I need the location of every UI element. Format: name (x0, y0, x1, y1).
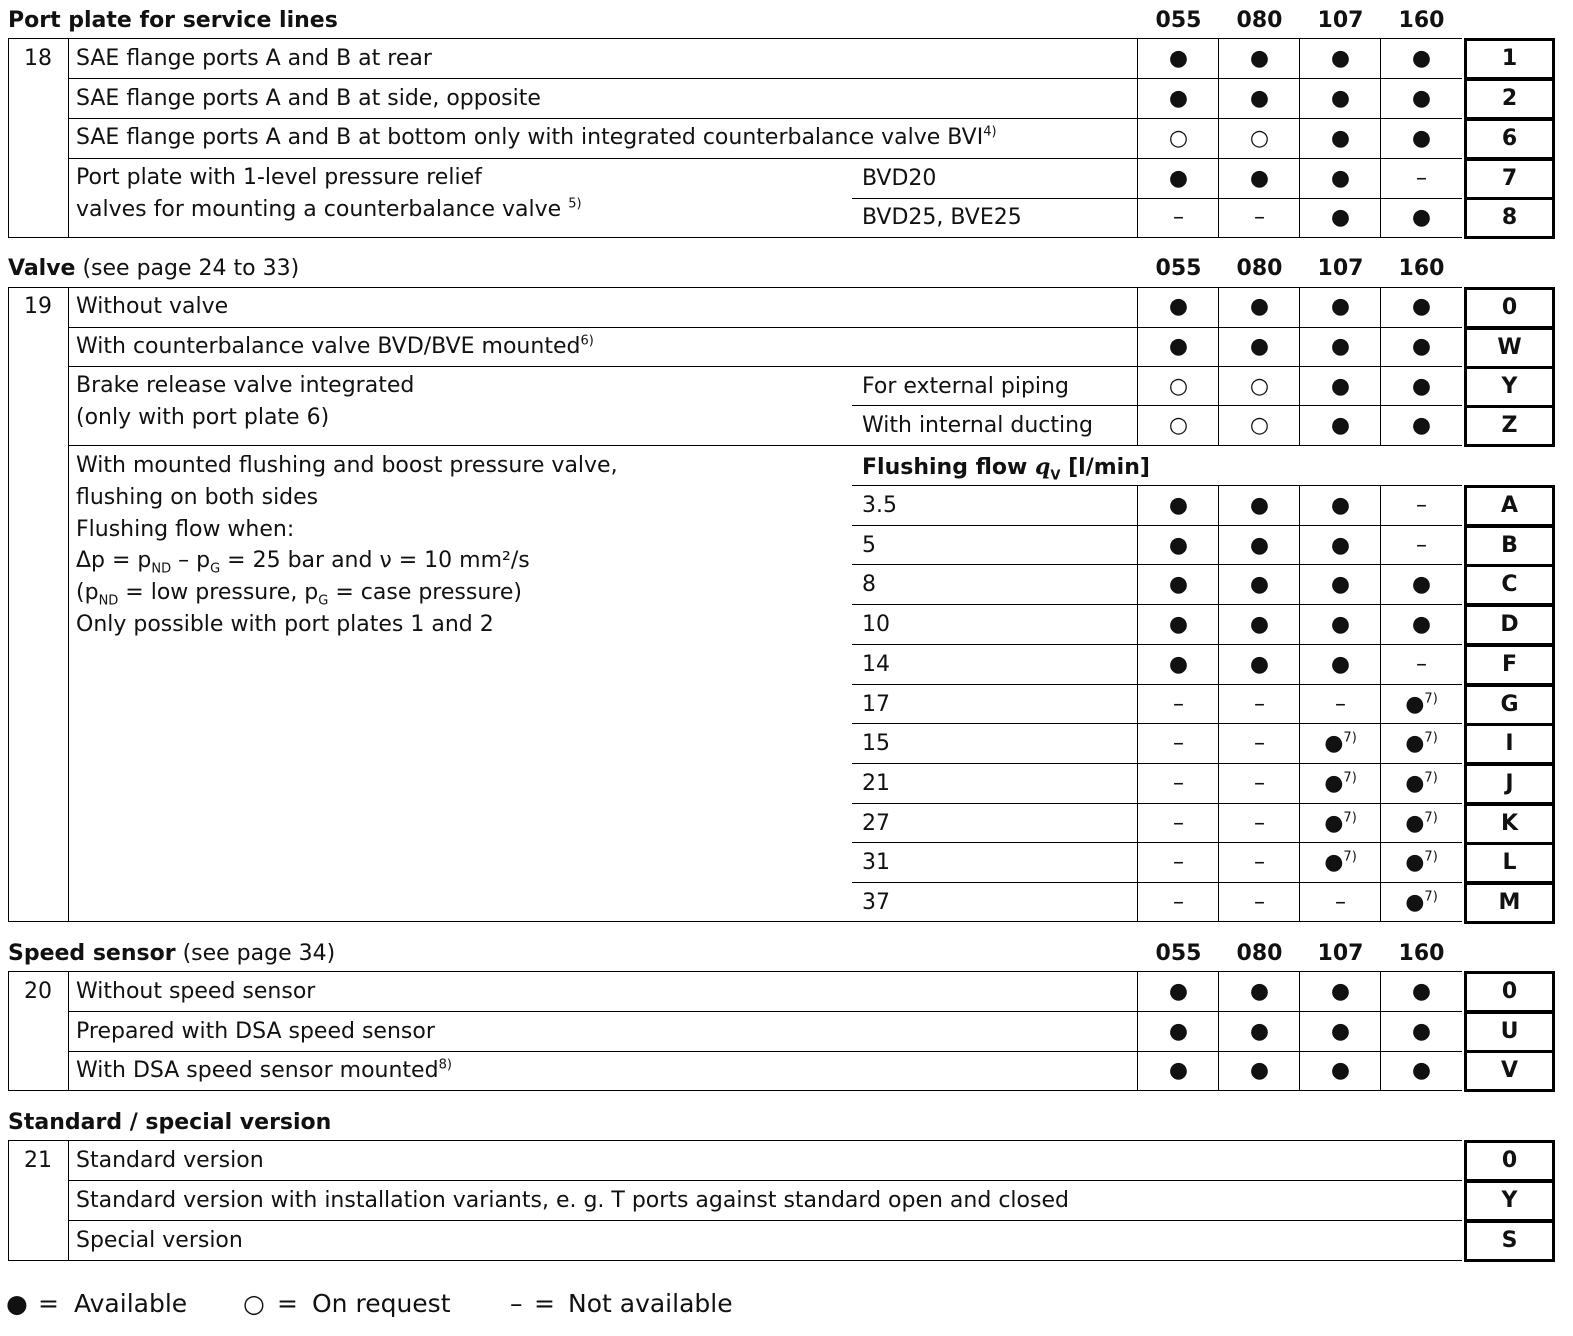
s19-flow-r2-c2-symbol: ● (1249, 533, 1270, 558)
s18-code-3: 6 (1464, 118, 1555, 160)
s19-flow-r2-c1-symbol: ● (1168, 533, 1189, 558)
s19-top-r1-c4-symbol: ● (1411, 294, 1432, 319)
s18-row4-label-line1: Port plate with 1-level pressure relief (76, 165, 482, 190)
s20-r1-c4-symbol: ● (1411, 979, 1432, 1004)
s19-brake-sub1: For external piping (862, 374, 1069, 399)
col-055-header: 055 (1155, 256, 1202, 281)
s19-flow-value-10: 31 (862, 850, 890, 875)
s19-top-r2-c4-symbol: ● (1411, 334, 1432, 359)
s19-flow-value-4: 10 (862, 612, 890, 637)
s19-top-code-3: Y (1464, 366, 1555, 408)
section-18-number: 18 (24, 46, 52, 71)
col-160-header: 160 (1398, 256, 1445, 281)
s19-flow-code-1: A (1464, 485, 1555, 527)
s20-r3-c4-symbol: ● (1411, 1058, 1432, 1083)
s19-flow-r4-c3-symbol: ● (1330, 612, 1351, 637)
s19-flush-line1: With mounted flushing and boost pressure valve, (76, 453, 618, 478)
col-160-header: 160 (1398, 8, 1445, 33)
s19-top-r1-c1-symbol: ● (1168, 294, 1189, 319)
legend-available-symbol: ● (6, 1289, 28, 1318)
s19-flush-line5: ($p_{ND}$ = low pressure, $p_G$ = case pressure) (76, 580, 522, 609)
s19-flush-line3: Flushing flow when: (76, 517, 295, 542)
s19-flow-code-7: I (1464, 723, 1555, 765)
s18-r5-c4-symbol: ● (1411, 205, 1432, 230)
s19-flow-r10-c1-symbol: – (1173, 850, 1184, 875)
legend-equals: = (277, 1289, 298, 1318)
s19-flow-r2-c4-symbol: – (1416, 533, 1427, 558)
legend-equals: = (38, 1289, 59, 1318)
s20-r2-c3-symbol: ● (1330, 1019, 1351, 1044)
s19-flow-code-10: L (1464, 842, 1555, 884)
legend-equals: = (534, 1289, 555, 1318)
s19-flow-r10-c2-symbol: – (1254, 850, 1265, 875)
s19-flow-r5-c2-symbol: ● (1249, 652, 1270, 677)
s19-flow-r7-c4-symbol: ●$^{7)}$ (1405, 730, 1438, 756)
s20-r2-c1-symbol: ● (1168, 1019, 1189, 1044)
s19-top-code-1: 0 (1464, 287, 1555, 329)
s19-flow-code-8: J (1464, 763, 1555, 805)
s19-flow-r9-c1-symbol: – (1173, 811, 1184, 836)
s19-flow-r8-c1-symbol: – (1173, 771, 1184, 796)
s18-row2-label: SAE flange ports A and B at side, opposite (76, 86, 541, 111)
s19-flow-r3-c2-symbol: ● (1249, 572, 1270, 597)
s20-r3-c2-symbol: ● (1249, 1058, 1270, 1083)
s19-flow-r8-c3-symbol: ●$^{7)}$ (1324, 770, 1357, 796)
col-107-header: 107 (1317, 256, 1364, 281)
s19-flow-r4-c2-symbol: ● (1249, 612, 1270, 637)
s18-r4-c3-symbol: ● (1330, 166, 1351, 191)
s19-top-r2-c2-symbol: ● (1249, 334, 1270, 359)
s19-flow-r5-c3-symbol: ● (1330, 652, 1351, 677)
s19-flush-line6: Only possible with port plates 1 and 2 (76, 612, 494, 637)
s21-code-2: Y (1464, 1180, 1555, 1222)
s18-row1-label: SAE flange ports A and B at rear (76, 46, 432, 71)
s18-code-2: 2 (1464, 78, 1555, 120)
s19-top-r2-c3-symbol: ● (1330, 334, 1351, 359)
s18-r3-c1-symbol: ○ (1168, 126, 1189, 151)
s19-brake-label-line2: (only with port plate 6) (76, 405, 330, 430)
legend-na-symbol: – (510, 1289, 523, 1318)
s21-row2-label: Standard version with installation variants, e. g. T ports against standard open and closed (76, 1188, 1069, 1213)
s19-flow-value-8: 21 (862, 771, 890, 796)
s18-r5-c2-symbol: – (1254, 205, 1265, 230)
s18-code-5: 8 (1464, 197, 1555, 239)
s19-top-r3-c2-symbol: ○ (1249, 374, 1270, 399)
s19-flow-r1-c1-symbol: ● (1168, 493, 1189, 518)
s19-flow-r7-c2-symbol: – (1254, 731, 1265, 756)
s19-flow-r9-c2-symbol: – (1254, 811, 1265, 836)
col-107-header: 107 (1317, 941, 1364, 966)
section-21-heading: Standard / special version (8, 1110, 332, 1135)
s19-top-r4-c3-symbol: ● (1330, 413, 1351, 438)
s21-code-3: S (1464, 1220, 1555, 1262)
s19-flow-value-1: 3.5 (862, 493, 897, 518)
section-18-heading: Port plate for service lines (8, 8, 338, 33)
s19-flush-line2: flushing on both sides (76, 485, 319, 510)
s20-r1-c1-symbol: ● (1168, 979, 1189, 1004)
s18-r5-c1-symbol: – (1173, 205, 1184, 230)
s18-row4-label-line2: valves for mounting a counterbalance valve $^{5)}$ (76, 196, 582, 222)
s20-r1-c3-symbol: ● (1330, 979, 1351, 1004)
s19-flow-r3-c1-symbol: ● (1168, 572, 1189, 597)
s19-top-r3-c4-symbol: ● (1411, 374, 1432, 399)
s18-r1-c4-symbol: ● (1411, 46, 1432, 71)
s19-flow-r8-c2-symbol: – (1254, 771, 1265, 796)
s19-top-r1-c3-symbol: ● (1330, 294, 1351, 319)
legend-available-label: Available (74, 1289, 188, 1318)
section-19-number: 19 (24, 294, 52, 319)
s18-r3-c4-symbol: ● (1411, 126, 1432, 151)
s19-flow-r11-c3-symbol: – (1335, 890, 1346, 915)
s20-row3-label: With DSA speed sensor mounted$^{8)}$ (76, 1057, 452, 1083)
s19-flow-value-7: 15 (862, 731, 890, 756)
s19-flow-value-3: 8 (862, 572, 876, 597)
s19-flow-r11-c2-symbol: – (1254, 890, 1265, 915)
s18-r5-c3-symbol: ● (1330, 205, 1351, 230)
s19-flow-r5-c4-symbol: – (1416, 652, 1427, 677)
s20-r3-c3-symbol: ● (1330, 1058, 1351, 1083)
s19-flow-r7-c3-symbol: ●$^{7)}$ (1324, 730, 1357, 756)
s19-flow-r11-c4-symbol: ●$^{7)}$ (1405, 889, 1438, 915)
s19-top-code-2: W (1464, 327, 1555, 369)
s18-row4-sub: BVD20 (862, 166, 937, 191)
s19-flow-r1-c3-symbol: ● (1330, 493, 1351, 518)
s19-top-r2-c1-symbol: ● (1168, 334, 1189, 359)
s19-flow-r6-c2-symbol: – (1254, 692, 1265, 717)
s18-r2-c3-symbol: ● (1330, 86, 1351, 111)
s19-top-r4-c2-symbol: ○ (1249, 413, 1270, 438)
s18-r4-c1-symbol: ● (1168, 166, 1189, 191)
s19-flow-code-11: M (1464, 882, 1555, 924)
s18-row5-sub: BVD25, BVE25 (862, 205, 1022, 230)
s18-r2-c2-symbol: ● (1249, 86, 1270, 111)
s19-flow-code-6: G (1464, 684, 1555, 726)
col-080-header: 080 (1236, 941, 1283, 966)
s18-r3-c2-symbol: ○ (1249, 126, 1270, 151)
section-21-number: 21 (24, 1148, 52, 1173)
s19-flow-r10-c4-symbol: ●$^{7)}$ (1405, 849, 1438, 875)
s19-flow-r2-c3-symbol: ● (1330, 533, 1351, 558)
s19-flow-r6-c3-symbol: – (1335, 692, 1346, 717)
s20-code-1: 0 (1464, 971, 1555, 1013)
legend-na-label: Not available (568, 1289, 733, 1318)
s20-row1-label: Without speed sensor (76, 979, 316, 1004)
s19-flow-value-11: 37 (862, 890, 890, 915)
s18-r1-c3-symbol: ● (1330, 46, 1351, 71)
col-107-header: 107 (1317, 8, 1364, 33)
s21-row3-label: Special version (76, 1228, 243, 1253)
s19-flow-r4-c1-symbol: ● (1168, 612, 1189, 637)
s19-flow-r1-c4-symbol: – (1416, 493, 1427, 518)
s21-row1-label: Standard version (76, 1148, 264, 1173)
s19-brake-label-line1: Brake release valve integrated (76, 373, 415, 398)
s18-r4-c2-symbol: ● (1249, 166, 1270, 191)
s19-flow-value-6: 17 (862, 692, 890, 717)
s18-code-1: 1 (1464, 38, 1555, 80)
s19-row1-label: Without valve (76, 294, 229, 319)
s19-flow-value-9: 27 (862, 811, 890, 836)
s18-r3-c3-symbol: ● (1330, 126, 1351, 151)
s20-code-2: U (1464, 1011, 1555, 1053)
s18-r2-c1-symbol: ● (1168, 86, 1189, 111)
s19-flow-r9-c4-symbol: ●$^{7)}$ (1405, 810, 1438, 836)
col-055-header: 055 (1155, 8, 1202, 33)
section-20-heading: Speed sensor (see page 34) (8, 941, 336, 966)
s19-flow-r3-c3-symbol: ● (1330, 572, 1351, 597)
s19-flow-code-9: K (1464, 803, 1555, 845)
s19-top-r1-c2-symbol: ● (1249, 294, 1270, 319)
s18-code-4: 7 (1464, 158, 1555, 200)
s19-flow-r5-c1-symbol: ● (1168, 652, 1189, 677)
s19-flow-code-2: B (1464, 525, 1555, 567)
section-20-number: 20 (24, 979, 52, 1004)
s19-flow-r11-c1-symbol: – (1173, 890, 1184, 915)
s19-flow-value-5: 14 (862, 652, 890, 677)
s19-flow-r3-c4-symbol: ● (1411, 572, 1432, 597)
s19-top-r4-c4-symbol: ● (1411, 413, 1432, 438)
s21-code-1: 0 (1464, 1140, 1555, 1182)
s18-r2-c4-symbol: ● (1411, 86, 1432, 111)
s19-top-r4-c1-symbol: ○ (1168, 413, 1189, 438)
s19-flow-r10-c3-symbol: ●$^{7)}$ (1324, 849, 1357, 875)
s20-code-3: V (1464, 1050, 1555, 1092)
legend-request-label: On request (312, 1289, 451, 1318)
s20-r2-c2-symbol: ● (1249, 1019, 1270, 1044)
s19-brake-sub2: With internal ducting (862, 413, 1093, 438)
s19-flow-r8-c4-symbol: ●$^{7)}$ (1405, 770, 1438, 796)
s20-r1-c2-symbol: ● (1249, 979, 1270, 1004)
legend-request-symbol: ○ (243, 1289, 265, 1318)
s19-flow-r9-c3-symbol: ●$^{7)}$ (1324, 810, 1357, 836)
s19-flush-flow-header: Flushing flow $q_V$ [l/min] (862, 454, 1150, 484)
s19-flow-code-5: F (1464, 644, 1555, 686)
col-055-header: 055 (1155, 941, 1202, 966)
s19-flow-r7-c1-symbol: – (1173, 731, 1184, 756)
s19-row2-label: With counterbalance valve BVD/BVE mounted$^{6)}$ (76, 333, 594, 359)
s20-r2-c4-symbol: ● (1411, 1019, 1432, 1044)
s19-flow-r6-c1-symbol: – (1173, 692, 1184, 717)
s18-r1-c1-symbol: ● (1168, 46, 1189, 71)
s19-flow-r1-c2-symbol: ● (1249, 493, 1270, 518)
s18-r4-c4-symbol: – (1416, 166, 1427, 191)
s19-flow-code-4: D (1464, 604, 1555, 646)
s18-row3-label: SAE flange ports A and B at bottom only with integrated counterbalance valve BVI$^{4)}$ (76, 124, 997, 150)
col-080-header: 080 (1236, 8, 1283, 33)
s19-top-r3-c1-symbol: ○ (1168, 374, 1189, 399)
col-160-header: 160 (1398, 941, 1445, 966)
s19-top-code-4: Z (1464, 405, 1555, 447)
s18-r1-c2-symbol: ● (1249, 46, 1270, 71)
s20-r3-c1-symbol: ● (1168, 1058, 1189, 1083)
s19-top-r3-c3-symbol: ● (1330, 374, 1351, 399)
s19-flow-r4-c4-symbol: ● (1411, 612, 1432, 637)
s19-flow-value-2: 5 (862, 533, 876, 558)
s19-flow-code-3: C (1464, 564, 1555, 606)
s19-flush-line4: $\Delta p = p_{ND} - p_G = 25$ bar and ν = 10 mm²/s (76, 548, 530, 577)
s19-flow-r6-c4-symbol: ●$^{7)}$ (1405, 691, 1438, 717)
s20-row2-label: Prepared with DSA speed sensor (76, 1019, 435, 1044)
col-080-header: 080 (1236, 256, 1283, 281)
section-19-heading: Valve (see page 24 to 33) (8, 256, 300, 281)
